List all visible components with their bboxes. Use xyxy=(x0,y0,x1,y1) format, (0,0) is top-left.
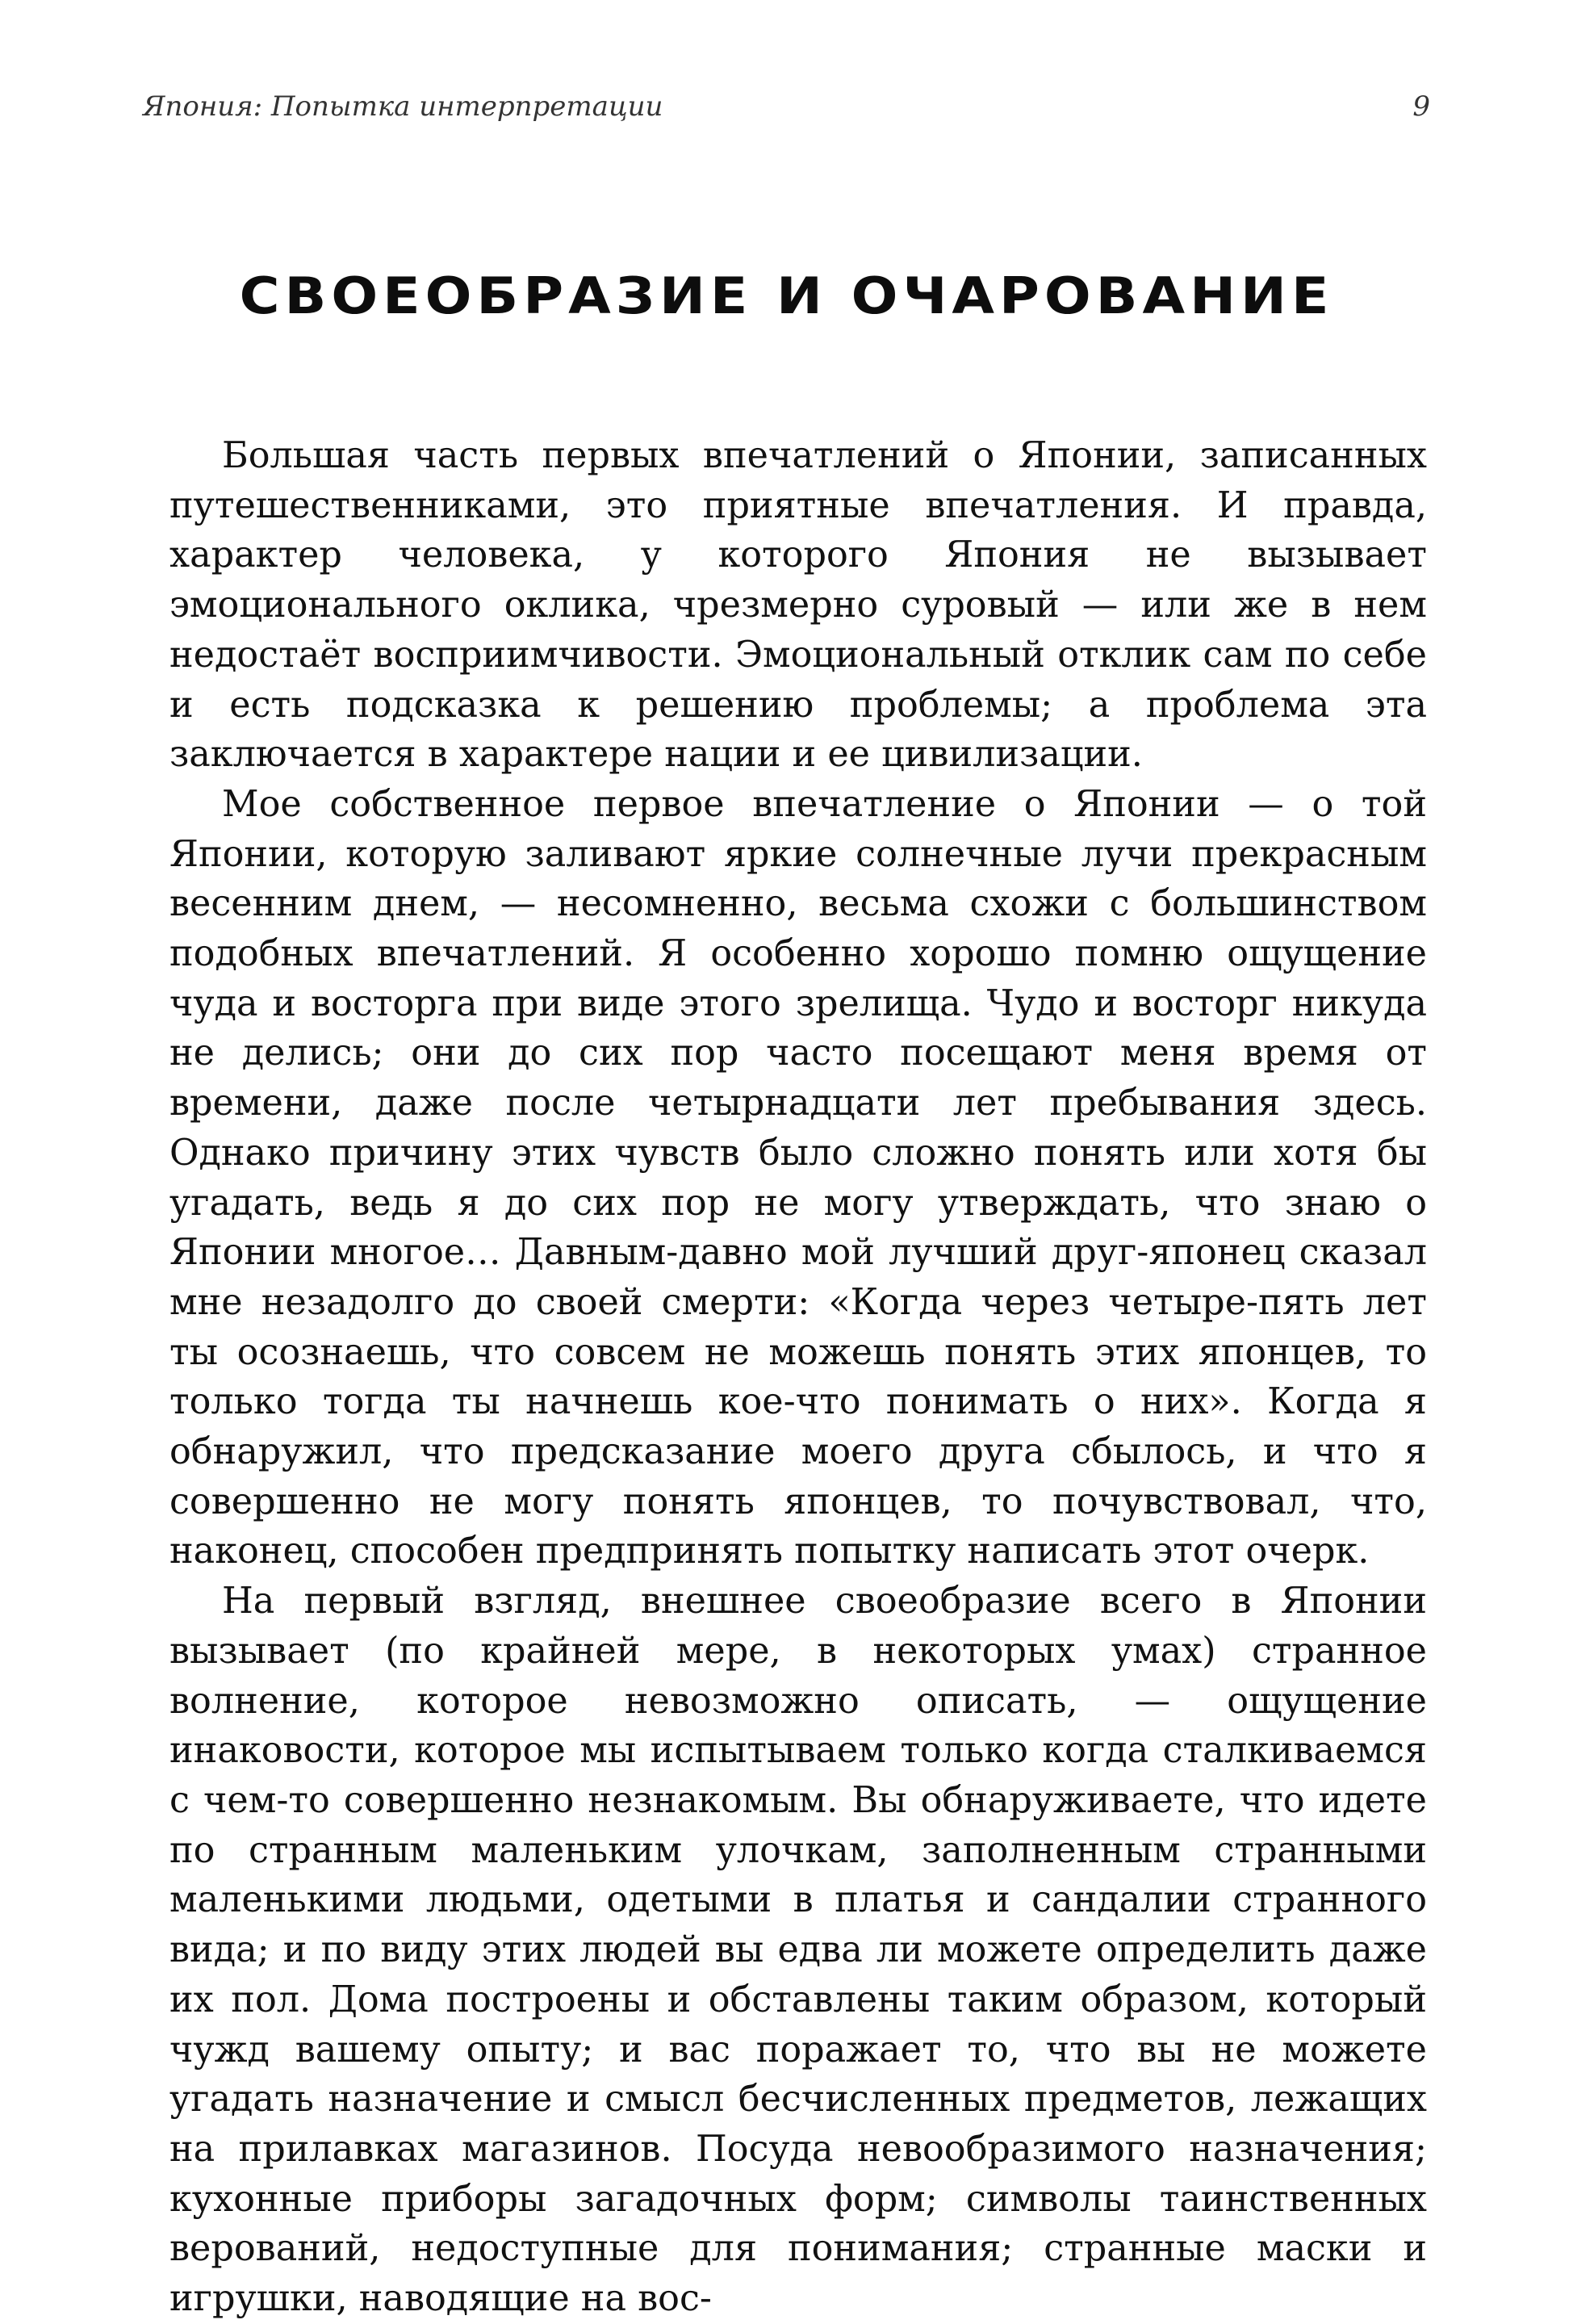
chapter-title: СВОЕОБРАЗИЕ И ОЧАРОВАНИЕ xyxy=(239,267,1334,326)
paragraph: На первый взгляд, внешнее своеобразие всего в Японии вызывает (по крайней мере, в некоторых умах) странное волнение, которое невозможно описать, — ощущение инаковости, которое мы испытываем только когда сталкиваемся с чем-то совершенно незнакомым. Вы обнаруживаете, что идете по странным маленьким улочкам, заполненным странными маленькими людьми, одетыми в платья и сандалии странного вида; и по виду этих людей вы едва ли можете определить даже их пол. Дома построены и обставлены таким образом, который чужд вашему опыту; и вас поражает то, что вы не можете угадать назначение и смысл бесчисленных предметов, лежащих на прилавках магазинов. Посуда невообразимого назначения; кухонные приборы загадочных форм; символы таинственных верований, недоступные для понимания; странные маски и игрушки, наводящие на вос- xyxy=(169,1581,1427,2320)
paragraph: Мое собственное первое впечатление о Японии — о той Японии, которую заливают яркие солнечные лучи прекрасным весенним днем, — несомненно, весьма схожи с большинством подобных впечатлений. Я особенно хорошо помню ощущение чуда и восторга при виде этого зрелища. Чудо и восторг никуда не делись; они до сих пор часто посещают меня время от времени, даже после четырнадцати лет пребывания здесь. Однако причину этих чувств было сложно понять или хотя бы угадать, ведь я до сих пор не могу утверждать, что знаю о Японии многое… Давным-давно мой лучший друг-японец сказал мне незадолго до своей смерти: «Когда через четыре-пять лет ты осознаешь, что совсем не можешь понять этих японцев, то только тогда ты начнешь кое-что понимать о них». Когда я обнаружил, что предсказание моего друга сбылось, и что я совершенно не могу понять японцев, то почувствовал, что, наконец, способен предпринять попытку написать этот очерк. xyxy=(169,783,1427,1572)
running-header xyxy=(143,90,1430,139)
page-number: 9 xyxy=(1412,90,1430,123)
running-title: Япония: Попытка интерпретации xyxy=(143,90,663,123)
paragraph: Большая часть первых впечатлений о Японии, записанных путешественниками, это приятные впечатления. И правда, характер человека, у которого Япония не вызывает эмоционального оклика, чрезмерно суровый — или же в нем недостаёт восприимчивости. Эмоциональный отклик сам по себе и есть подсказка к решению проблемы; а проблема эта заключается в характере нации и ее цивилизации. xyxy=(169,435,1427,776)
body-text xyxy=(169,431,1427,2324)
